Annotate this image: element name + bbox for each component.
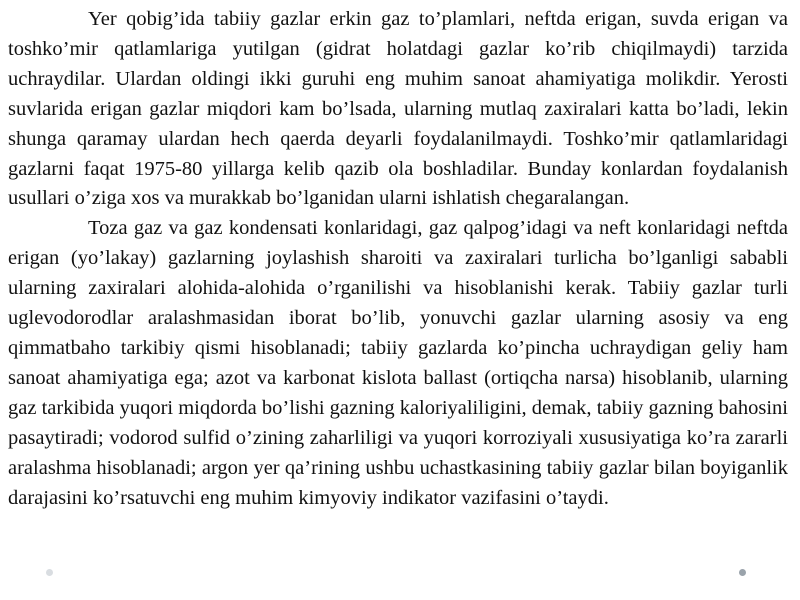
text-body: [8, 5, 788, 513]
dot-icon: [739, 569, 746, 576]
dot-icon: [46, 569, 53, 576]
paragraph-2: Toza gaz va gaz kondensati konlaridagi, gaz qalpog’idagi va neft konlaridagi neftda erigan (yo’lakay) gazlarning joylashish sharoiti va zaxiralari turlicha bo’lganligi sababli ularning zaxiralari alohida-alohida o’rganilishi va hisoblanishi kerak. Tabiiy gazlar turli uglevodorodlar aralashmasidan iborat bo’lib, yonuvchi gazlar ularning asosiy va eng qimmatbaho tarkibiy qismi hisoblanadi; tabiiy gazlarda ko’pincha uchraydigan geliy ham sanoat ahamiyatiga ega; azot va karbonat kislota ballast (ortiqcha narsa) hisoblanib, ularning gaz tarkibida yuqori miqdorda bo’lishi gazning kaloriyaliligini, demak, tabiiy gazning bahosini pasaytiradi; vodorod sulfid o’zining zaharliligi va yuqori korroziyali xususiyatiga ko’ra zararli aralashma hisoblanadi; argon yer qa’rining ushbu uchastkasining tabiiy gazlar bilan boyiganlik darajasini ko’rsatuvchi eng muhim kimyoviy indikator vazifasini o’taydi.: [8, 217, 788, 509]
paragraph-1: Yer qobig’ida tabiiy gazlar erkin gaz to’plamlari, neftda erigan, suvda erigan va toshko’mir qatlamlariga yutilgan (gidrat holatdagi gazlar ko’rib chiqilmaydi) tarzida uchraydilar. Ulardan oldingi ikki guruhi eng muhim sanoat ahamiyatiga molikdir. Yerosti suvlarida erigan gazlar miqdori kam bo’lsada, ularning mutlaq zaxiralari katta bo’ladi, lekin shunga qaramay ulardan hech qaerda deyarli foydalanilmaydi. Toshko’mir qatlamlaridagi gazlarni faqat 1975-80 yillarga kelib qazib ola boshladilar. Bunday konlardan foydalanish usullari o’ziga xos va murakkab bo’lganidan ularni ishlatish chegaralangan.: [8, 8, 788, 210]
